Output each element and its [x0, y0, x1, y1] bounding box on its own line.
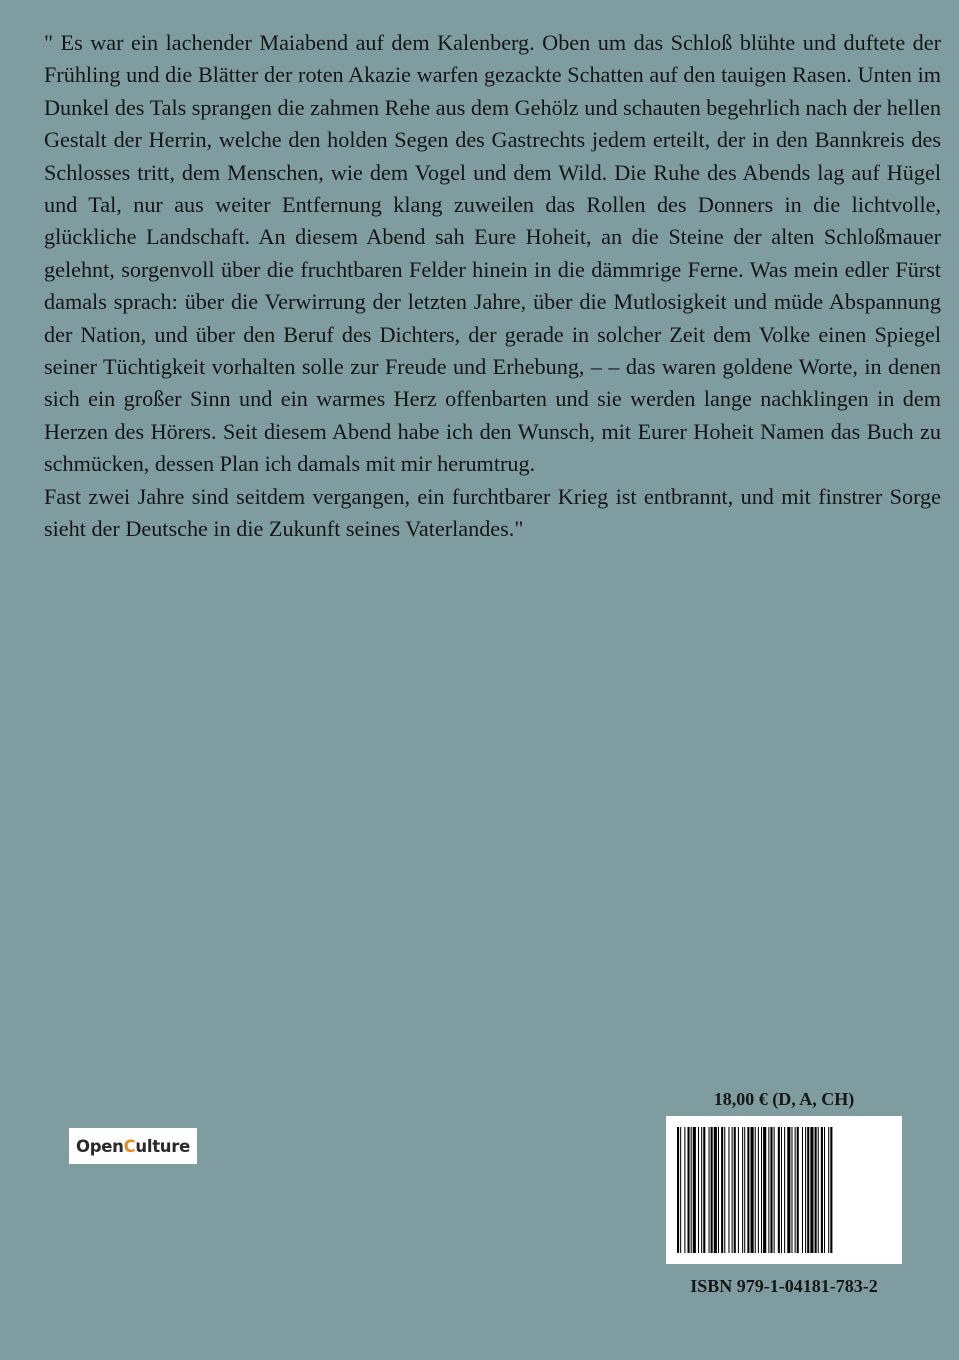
isbn-barcode [666, 1116, 902, 1264]
logo-text-c: C [123, 1136, 136, 1156]
barcode-bar [732, 1127, 733, 1253]
barcode-bar [758, 1127, 759, 1253]
barcode-bar [778, 1127, 780, 1253]
barcode-bar [810, 1127, 813, 1253]
barcode-bar [688, 1127, 690, 1253]
barcode-bar [787, 1127, 790, 1253]
barcode-bar [718, 1127, 719, 1253]
barcode-bar [761, 1127, 762, 1253]
barcode-bar [747, 1127, 749, 1253]
barcode-bar [738, 1127, 739, 1253]
logo-text-open: Open [76, 1136, 124, 1156]
barcode-bar [818, 1127, 819, 1253]
barcode-bar [680, 1127, 681, 1253]
blurb-paragraph-2: Fast zwei Jahre sind seitdem vergangen, ein furchtbarer Krieg ist entbrannt, und mit finstrer Sorge sieht der Deutsche in die Zukunft seines Vaterlandes." [44, 483, 941, 542]
barcode-bar [721, 1127, 723, 1253]
barcode-bar [802, 1127, 803, 1253]
logo-text-ulture: ulture [135, 1136, 190, 1156]
publisher-logo [69, 1128, 197, 1164]
barcode-bar [703, 1127, 705, 1253]
barcode-bar [781, 1127, 782, 1253]
barcode-bar [734, 1127, 736, 1253]
barcode-bar [693, 1127, 696, 1253]
barcode-bar [828, 1127, 829, 1253]
barcode-bar [807, 1127, 809, 1253]
barcode-bar [714, 1127, 717, 1253]
barcode-bar [774, 1127, 775, 1253]
barcode-bar [821, 1127, 823, 1253]
barcode-bar [709, 1127, 710, 1253]
barcode-bar [724, 1127, 725, 1253]
barcode-bar [677, 1127, 679, 1253]
barcode-icon [677, 1127, 891, 1253]
barcode-bar [698, 1127, 699, 1253]
barcode-bar [728, 1127, 729, 1253]
barcode-bar [795, 1127, 796, 1253]
barcode-bar [815, 1127, 817, 1253]
barcode-bar [797, 1127, 799, 1253]
barcode-bar [763, 1127, 766, 1253]
blurb-paragraph-1: " Es war ein lachender Maiabend auf dem Kalenberg. Oben um das Schloß blühte und duftete der Frühling und die Blätter der roten Akazie warfen gezackte Schatten auf den tauigen Rasen. Unten im Dunkel des Tals sprangen die zahmen Rehe aus dem Gehölz und schauten begehrlich nach der hellen Gestalt der Herrin, welche den holden Segen des Gastrechts jedem erteilt, der in den Bannkreis des Schlosses tritt, dem Menschen, wie dem Vogel und dem Wild. Die Ruhe des Abends lag auf Hügel und Tal, nur aus weiter Entfernung klang zuweilen das Rollen des Donners in die lichtvolle, glückliche Landschaft. An diesem Abend sah Eure Hoheit, an die Steine der alten Schloßmauer gelehnt, sorgenvoll über die fruchtbaren Felder hinein in die dämmrige Ferne. Was mein edler Fürst damals sprach: über die Verwirrung der letzten Jahre, über die Mutlosigkeit und müde Abspannung der Nation, und über den Beruf des Dichters, der gerade in solcher Zeit dem Volke einen Spiegel seiner Tüchtigkeit vorhalten solle zur Freude und Erhebung, – – das waren goldene Worte, in denen sich ein großer Sinn und ein warmes Herz offenbarten und sie werden lange nachklingen in dem Herzen des Hörers. Seit diesem Abend habe ich den Wunsch, mit Eurer Hoheit Namen das Buch zu schmücken, dessen Plan ich damals mit mir herumtrug. [44, 30, 941, 477]
barcode-bar [784, 1127, 785, 1253]
barcode-bar [755, 1127, 756, 1253]
barcode-bar [768, 1127, 769, 1253]
barcode-bar [751, 1127, 754, 1253]
barcode-bar [684, 1127, 685, 1253]
isbn-label: ISBN 979-1-04181-783-2 [690, 1276, 878, 1296]
barcode-bar [824, 1127, 825, 1253]
barcode-bar [711, 1127, 713, 1253]
barcode-bar [805, 1127, 806, 1253]
price-label: 18,00 € (D, A, CH) [713, 1089, 855, 1109]
barcode-bar [701, 1127, 702, 1253]
barcode-bar [691, 1127, 692, 1253]
barcode-bar [791, 1127, 792, 1253]
barcode-bar [744, 1127, 745, 1253]
back-cover-blurb [44, 27, 941, 546]
barcode-bar [830, 1127, 832, 1253]
barcode-bar [742, 1127, 743, 1253]
barcode-bar [770, 1127, 772, 1253]
